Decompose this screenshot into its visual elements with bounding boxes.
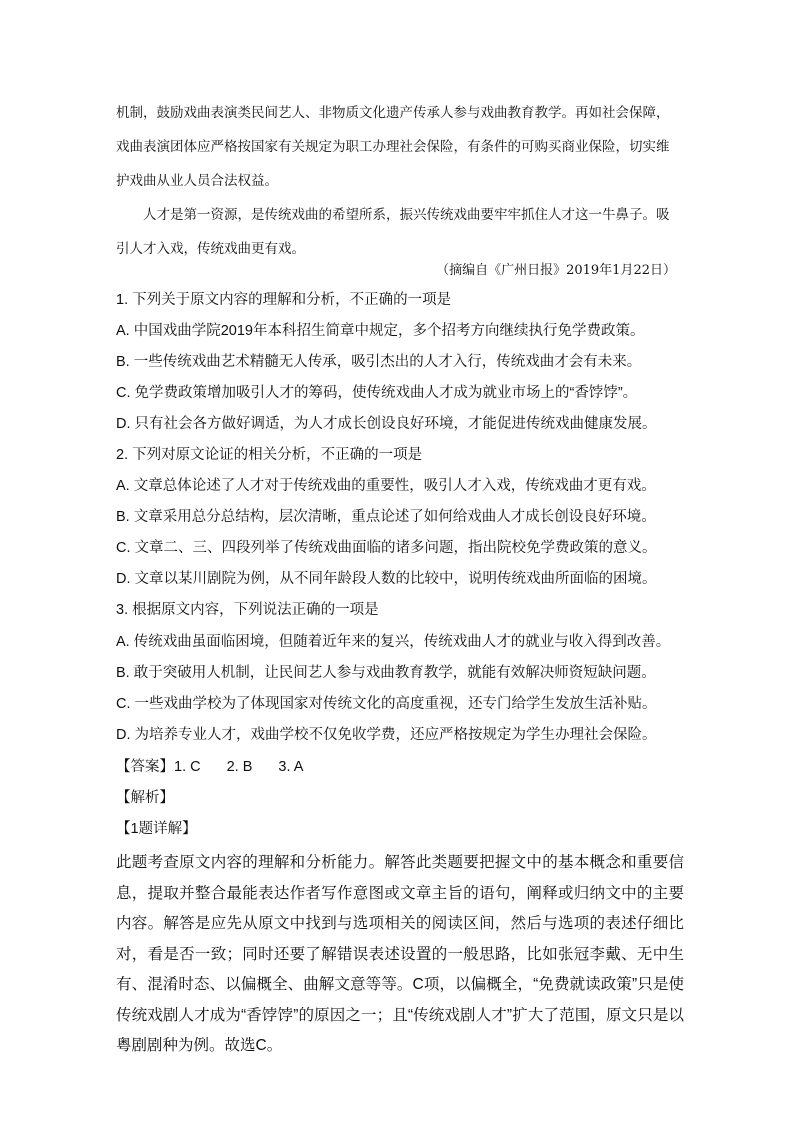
question-1-option-c: C. 免学费政策增加吸引人才的筹码，使传统戏曲人才成为就业市场上的“香饽饽”。	[116, 385, 638, 401]
answer-line	[116, 756, 303, 778]
passage-paragraph-1: 机制，鼓励戏曲表演类民间艺人、非物质文化遗产传承人参与戏曲教育教学。再如社会保障，戏曲表演团体应严格按国家有关规定为职工办理社会保险，有条件的可购买商业保险，切实维护戏曲从业人员合法权益。	[116, 105, 670, 189]
question-3-option-b: B. 敢于突破用人机制，让民间艺人参与戏曲教育教学，就能有效解决师资短缺问题。	[116, 665, 656, 681]
answer-label: 【答案】	[116, 759, 174, 775]
question-1-option-a: A. 中国戏曲学院2019年本科招生简章中规定，多个招考方向继续执行免学费政策。	[116, 323, 645, 339]
answer-2: 2. B	[226, 759, 253, 775]
question-3-option-d: D. 为培养专业人才，戏曲学校不仅免收学费，还应严格按规定为学生办理社会保险。	[116, 727, 657, 743]
analysis-label: 【解析】	[116, 790, 174, 806]
passage-source: （摘编自《广州日报》2019年1月22日）	[436, 263, 676, 278]
question-3-stem: 3. 根据原文内容，下列说法正确的一项是	[116, 602, 379, 618]
question-1-stem: 1. 下列关于原文内容的理解和分析，不正确的一项是	[116, 292, 452, 308]
question-1-option-b: B. 一些传统戏曲艺术精髓无人传承，吸引杰出的人才入行，传统戏曲才会有未来。	[116, 354, 642, 370]
question-3-option-a: A. 传统戏曲虽面临困境，但随着近年来的复兴，传统戏曲人才的就业与收入得到改善。	[116, 634, 671, 650]
question-2-option-d: D. 文章以某川剧院为例，从不同年龄段人数的比较中，说明传统戏曲所面临的困境。	[116, 571, 657, 587]
question-2-option-a: A. 文章总体论述了人才对于传统戏曲的重要性，吸引人才入戏，传统戏曲才更有戏。	[116, 478, 656, 494]
question-1-option-d: D. 只有社会各方做好调适，为人才成长创设良好环境，才能促进传统戏曲健康发展。	[116, 416, 657, 432]
question-2-option-b: B. 文章采用总分总结构，层次清晰，重点论述了如何给戏曲人才成长创设良好环境。	[116, 509, 656, 525]
passage-paragraph-2: 人才是第一资源，是传统戏曲的希望所系，振兴传统戏曲要牢牢抓住人才这一牛鼻子。吸引人才入戏，传统戏曲更有戏。	[116, 207, 670, 257]
question-1-analysis-label: 【1题详解】	[116, 821, 197, 837]
answer-1: 1. C	[174, 759, 201, 775]
question-2-stem: 2. 下列对原文论证的相关分析，不正确的一项是	[116, 447, 423, 463]
question-3-option-c: C. 一些戏曲学校为了体现国家对传统文化的高度重视，还专门给学生发放生活补贴。	[116, 696, 657, 712]
question-2-option-c: C. 文章二、三、四段列举了传统戏曲面临的诸多问题，指出院校免学费政策的意义。	[116, 540, 657, 556]
answer-3: 3. A	[278, 759, 304, 775]
question-1-analysis-text: 此题考查原文内容的理解和分析能力。解答此类题要把握文中的基本概念和重要信息，提取并整合最能表达作者写作意图或文章主旨的语句，阐释或归纳文中的主要内容。解答是应先从原文中找到与选项相关的阅读区间，然后与选项的表述仔细比对，看是否一致；同时还要了解错误表述设置的一般思路，比如张冠李戴、无中生有、混淆时态、以偏概全、曲解文意等等。C项，以偏概全，“免费就读政策”只是使传统戏剧人才成为“香饽饽”的原因之一；且“传统戏剧人才”扩大了范围，原文只是以粤剧剧种为例。故选C。	[116, 854, 684, 1054]
